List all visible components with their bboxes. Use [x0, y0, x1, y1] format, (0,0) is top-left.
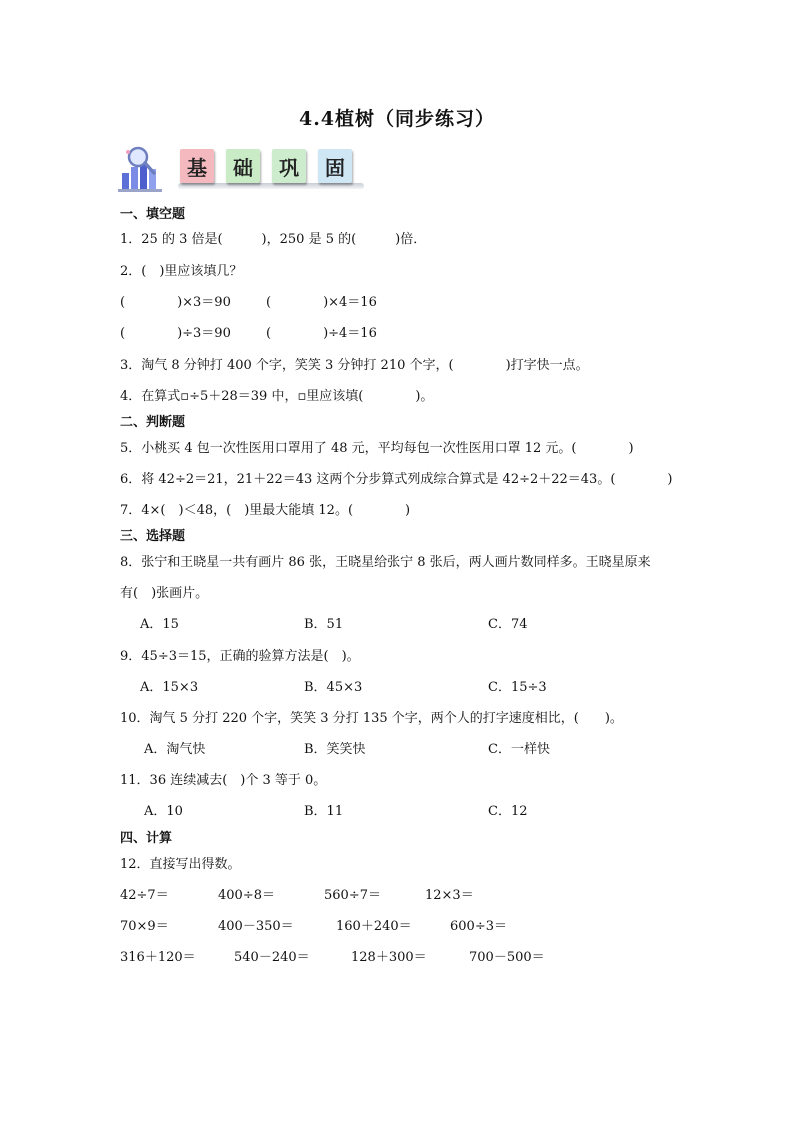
- question-5: 5．小桃买 4 包一次性医用口罩用了 48 元，平均每包一次性医用口罩 12 元。( ): [120, 441, 634, 456]
- banner-shadow: [178, 183, 364, 189]
- question-2-item-2: ( )×4＝16: [266, 295, 377, 310]
- calc-item: 700－500＝: [469, 950, 545, 965]
- banner-tile-3: 巩: [272, 149, 306, 183]
- question-7: 7．4×( )＜48，( )里最大能填 12。( ): [120, 503, 411, 518]
- question-6: 6．将 42÷2＝21，21＋22＝43 这两个分步算式列成综合算式是 42÷2＋22＝43。( ): [120, 472, 673, 487]
- question-12-prompt: 12．直接写出得数。: [120, 857, 241, 872]
- section-heading-multiple-choice: 三、选择题: [120, 529, 186, 544]
- calc-item: 42÷7＝: [120, 888, 169, 903]
- question-10-option-a: A．淘气快: [144, 742, 206, 757]
- question-2-prompt: 2．( )里应该填几？: [120, 264, 243, 279]
- section-heading-fill-blank: 一、填空题: [120, 207, 186, 222]
- question-2-item-3: ( )÷3＝90: [120, 326, 231, 341]
- banner-tile-2: 础: [226, 149, 260, 183]
- calc-item: 560÷7＝: [324, 888, 381, 903]
- question-10: 10．淘气 5 分打 220 个字，笑笑 3 分打 135 个字，两个人的打字速度相比，( )。: [120, 711, 623, 726]
- calc-item: 400－350＝: [218, 919, 294, 934]
- question-9-option-b: B．45×3: [304, 680, 363, 695]
- question-2-item-1: ( )×3＝90: [120, 295, 231, 310]
- question-11-option-b: B．11: [304, 804, 344, 819]
- banner-tile-4: 固: [318, 149, 352, 183]
- question-9: 9．45÷3＝15，正确的验算方法是( )。: [120, 649, 360, 664]
- calc-item: 540－240＝: [234, 950, 310, 965]
- question-1: 1．25 的 3 倍是( )，250 是 5 的( )倍．: [120, 232, 427, 247]
- question-3: 3．淘气 8 分钟打 400 个字，笑笑 3 分钟打 210 个字，( )打字快一点。: [120, 358, 589, 373]
- calc-item: 12×3＝: [425, 888, 474, 903]
- question-8-line-2: 有( )张画片。: [120, 586, 209, 601]
- question-11-option-c: C．12: [488, 804, 528, 819]
- question-8-option-c: C．74: [488, 617, 528, 632]
- question-8-option-a: A．15: [140, 617, 179, 632]
- magnifier-chart-icon: [118, 143, 170, 193]
- calc-item: 160＋240＝: [336, 919, 412, 934]
- question-9-option-a: A．15×3: [140, 680, 199, 695]
- question-4: 4．在算式▫÷5＋28＝39 中，▫里应该填( )。: [120, 389, 434, 404]
- calc-item: 70×9＝: [120, 919, 169, 934]
- calc-item: 316＋120＝: [120, 950, 196, 965]
- section-heading-calculation: 四、计算: [120, 831, 173, 846]
- calc-item: 128＋300＝: [351, 950, 427, 965]
- question-2-item-4: ( )÷4＝16: [266, 326, 377, 341]
- question-11: 11．36 连续减去( )个 3 等于 0。: [120, 773, 327, 788]
- calc-item: 600÷3＝: [450, 919, 507, 934]
- section-banner: [118, 143, 368, 193]
- section-heading-true-false: 二、判断题: [120, 415, 186, 430]
- calc-item: 400÷8＝: [218, 888, 275, 903]
- question-10-option-b: B．笑笑快: [304, 742, 366, 757]
- question-11-option-a: A．10: [144, 804, 183, 819]
- question-10-option-c: C．一样快: [488, 742, 550, 757]
- banner-tile-1: 基: [180, 149, 214, 183]
- question-8-option-b: B．51: [304, 617, 344, 632]
- question-8-line-1: 8．张宁和王晓星一共有画片 86 张，王晓星给张宁 8 张后，两人画片数同样多。王晓星原来: [120, 555, 651, 570]
- question-9-option-c: C．15÷3: [488, 680, 547, 695]
- page-title: 4.4植树（同步练习）: [298, 108, 496, 130]
